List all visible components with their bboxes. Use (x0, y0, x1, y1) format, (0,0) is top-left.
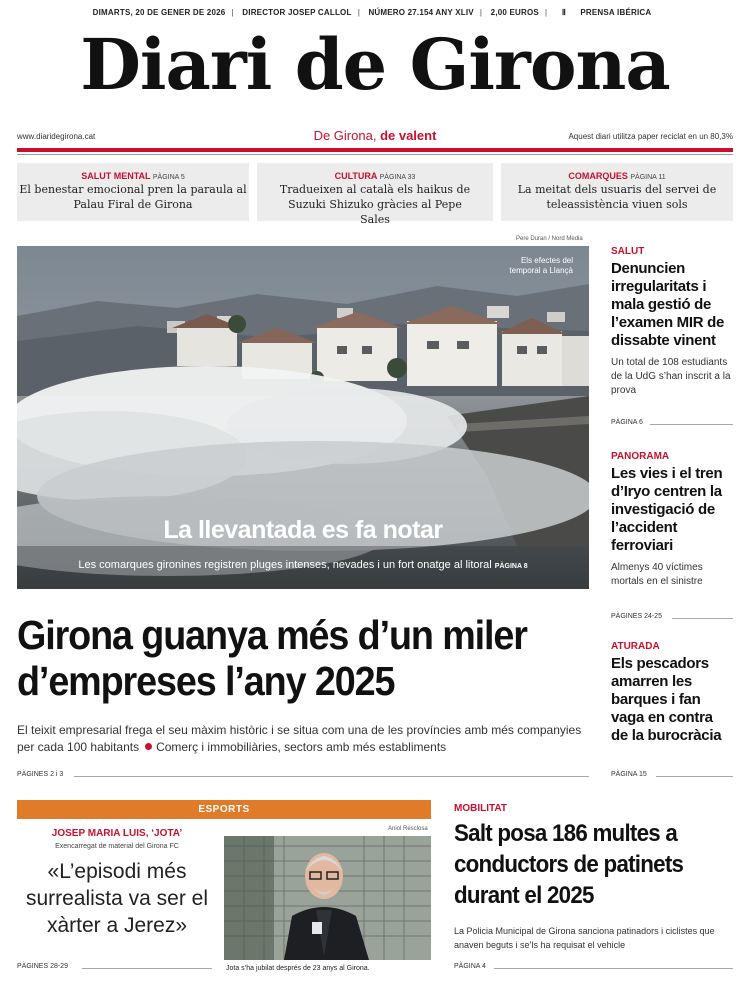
mobility-headline[interactable]: Salt posa 186 multes a conductors de patinets durant el 2025 (454, 820, 684, 909)
jota-photo-caption: Jota s’ha jubilat després de 23 anys al Girona. (226, 965, 370, 972)
sidebar-headline[interactable]: Els pescadors amarren les barques i fan vaga en contra de la burocràcia (611, 655, 722, 744)
mobility-page-rule (494, 968, 733, 969)
director-credit: DIRECTOR JOSEP CALLOL (242, 8, 352, 17)
sidebar-page-ref[interactable]: PÀGINA 6 (611, 419, 643, 426)
recycle-note: Aquest diari utilitza paper reciclat en un 80,3% (568, 132, 733, 141)
publisher-group: Ⅱ PRENSA IBÉRICA (550, 8, 664, 17)
teaser-cultura[interactable] (257, 163, 493, 226)
teaser-text: Tradueixen al català els haikus de Suzuki Shizuko gràcies al Pepe Sales (279, 183, 471, 226)
teaser-section: SALUT MENTAL (81, 171, 151, 181)
main-page-ref[interactable]: PÀGINES 2 i 3 (17, 771, 64, 778)
issue-number: NÚMERO 27.154 ANY XLIV (368, 8, 474, 17)
sidebar-page-ref[interactable]: PÀGINES 24-25 (611, 613, 662, 620)
sidebar-item-panorama[interactable] (611, 451, 733, 589)
teaser-text: El benestar emocional pren la paraula al Palau Firal de Girona (19, 183, 247, 211)
teaser-text: La meitat dels usuaris del servei de teleassistència viuen sols (517, 183, 717, 211)
photo-credit: Pere Duran / Nord Media (516, 236, 583, 242)
sidebar-page-rule (672, 618, 733, 619)
red-divider (17, 148, 733, 152)
teaser-page: PÀGINA 11 (630, 174, 666, 181)
masthead-subbar (17, 128, 733, 144)
teaser-page: PÀGINA 5 (152, 174, 185, 181)
sidebar-page-rule (656, 776, 733, 777)
teaser-comarques[interactable] (501, 163, 733, 221)
photo-subtitle: Les comarques gironines registren pluges intenses, nevades i un fort onatge al litoral PÀGINA 8 (78, 559, 528, 571)
sidebar-page-rule (650, 424, 733, 425)
sports-photo-credit: Aniol Resclosa (388, 826, 428, 832)
teaser-section: COMARQUES (568, 171, 628, 181)
bullet-dot-icon (145, 743, 152, 750)
quote-author-role: Exencarregat de material del Girona FC (55, 843, 179, 850)
teaser-salut-mental[interactable] (17, 163, 249, 221)
sidebar-section: SALUT (611, 246, 645, 257)
sidebar-section: ATURADA (611, 641, 660, 652)
sidebar-item-salut[interactable] (611, 246, 733, 398)
sidebar-page-ref[interactable]: PÀGINA 15 (611, 771, 647, 778)
sports-page-ref[interactable]: PÀGINES 28-29 (17, 963, 68, 970)
lead-photo[interactable] (17, 246, 589, 589)
quote-author: JOSEP MARIA LUIS, ‘JOTA’ (51, 828, 183, 839)
sidebar-section: PANORAMA (611, 451, 670, 462)
publisher-logo-icon: Ⅱ (561, 8, 569, 17)
sidebar-text: Un total de 108 estudiants de la UdG s’han inscrit a la prova (611, 357, 731, 396)
sidebar-text: Almenys 40 víctimes mortals en el sinistre (611, 562, 703, 587)
mobility-section: MOBILITAT (454, 803, 507, 814)
photo-headline[interactable]: La llevantada es fa notar (163, 516, 443, 544)
teaser-page: PÀGINA 33 (379, 174, 416, 181)
motto: De Girona, de valent (313, 128, 437, 143)
mobility-page-ref[interactable]: PÀGINA 4 (454, 963, 486, 970)
sports-quote[interactable]: «L’episodi més surrealista va ser el xàrter a Jerez» (25, 860, 209, 937)
teaser-section: CULTURA (334, 171, 378, 181)
price: 2,00 EUROS (490, 8, 539, 17)
jota-portrait-image (224, 836, 431, 960)
sports-section-bar[interactable]: ESPORTS (17, 800, 431, 819)
teaser-strip (17, 163, 733, 226)
sidebar-headline[interactable]: Les vies i el tren d’Iryo centren la investigació de l’accident ferroviari (611, 465, 723, 554)
photo-corner-caption: Els efectes del temporal a Llançà (509, 256, 573, 275)
issue-date: DIMARTS, 20 DE GENER DE 2026 (92, 8, 226, 17)
mobility-text: La Policia Municipal de Girona sanciona patinadors i ciclistes que anaven beguts i se’ls ha requisat el vehicle (454, 926, 715, 950)
site-url[interactable]: www.diaridegirona.cat (17, 132, 96, 141)
sidebar-headline[interactable]: Denuncien irregularitats i mala gestió de l’examen MIR de dissabte vinent (611, 260, 725, 349)
main-headline[interactable]: Girona guanya més d’un miler d’empreses l’any 2025 (17, 612, 527, 704)
masthead-title[interactable]: Diari de Girona (80, 23, 670, 106)
sidebar-item-aturada[interactable] (611, 641, 733, 745)
top-info-line: DIMARTS, 20 DE GENER DE 2026 | DIRECTOR JOSEP CALLOL | NÚMERO 27.154 ANY XLIV | 2,00 EUROS | Ⅱ PRENSA IBÉRICA (0, 8, 750, 17)
photo-page-ref: PÀGINA 8 (494, 563, 528, 570)
main-page-rule (74, 776, 589, 777)
thin-divider (17, 154, 733, 155)
main-standfirst: El teixit empresarial frega el seu màxim històric i se situa com una de les províncies amb més companyies per cada 100 habitants Comerç i immobiliàries, sectors amb més establiments (17, 723, 582, 754)
jota-photo[interactable] (224, 836, 431, 960)
sports-page-rule (82, 968, 212, 969)
